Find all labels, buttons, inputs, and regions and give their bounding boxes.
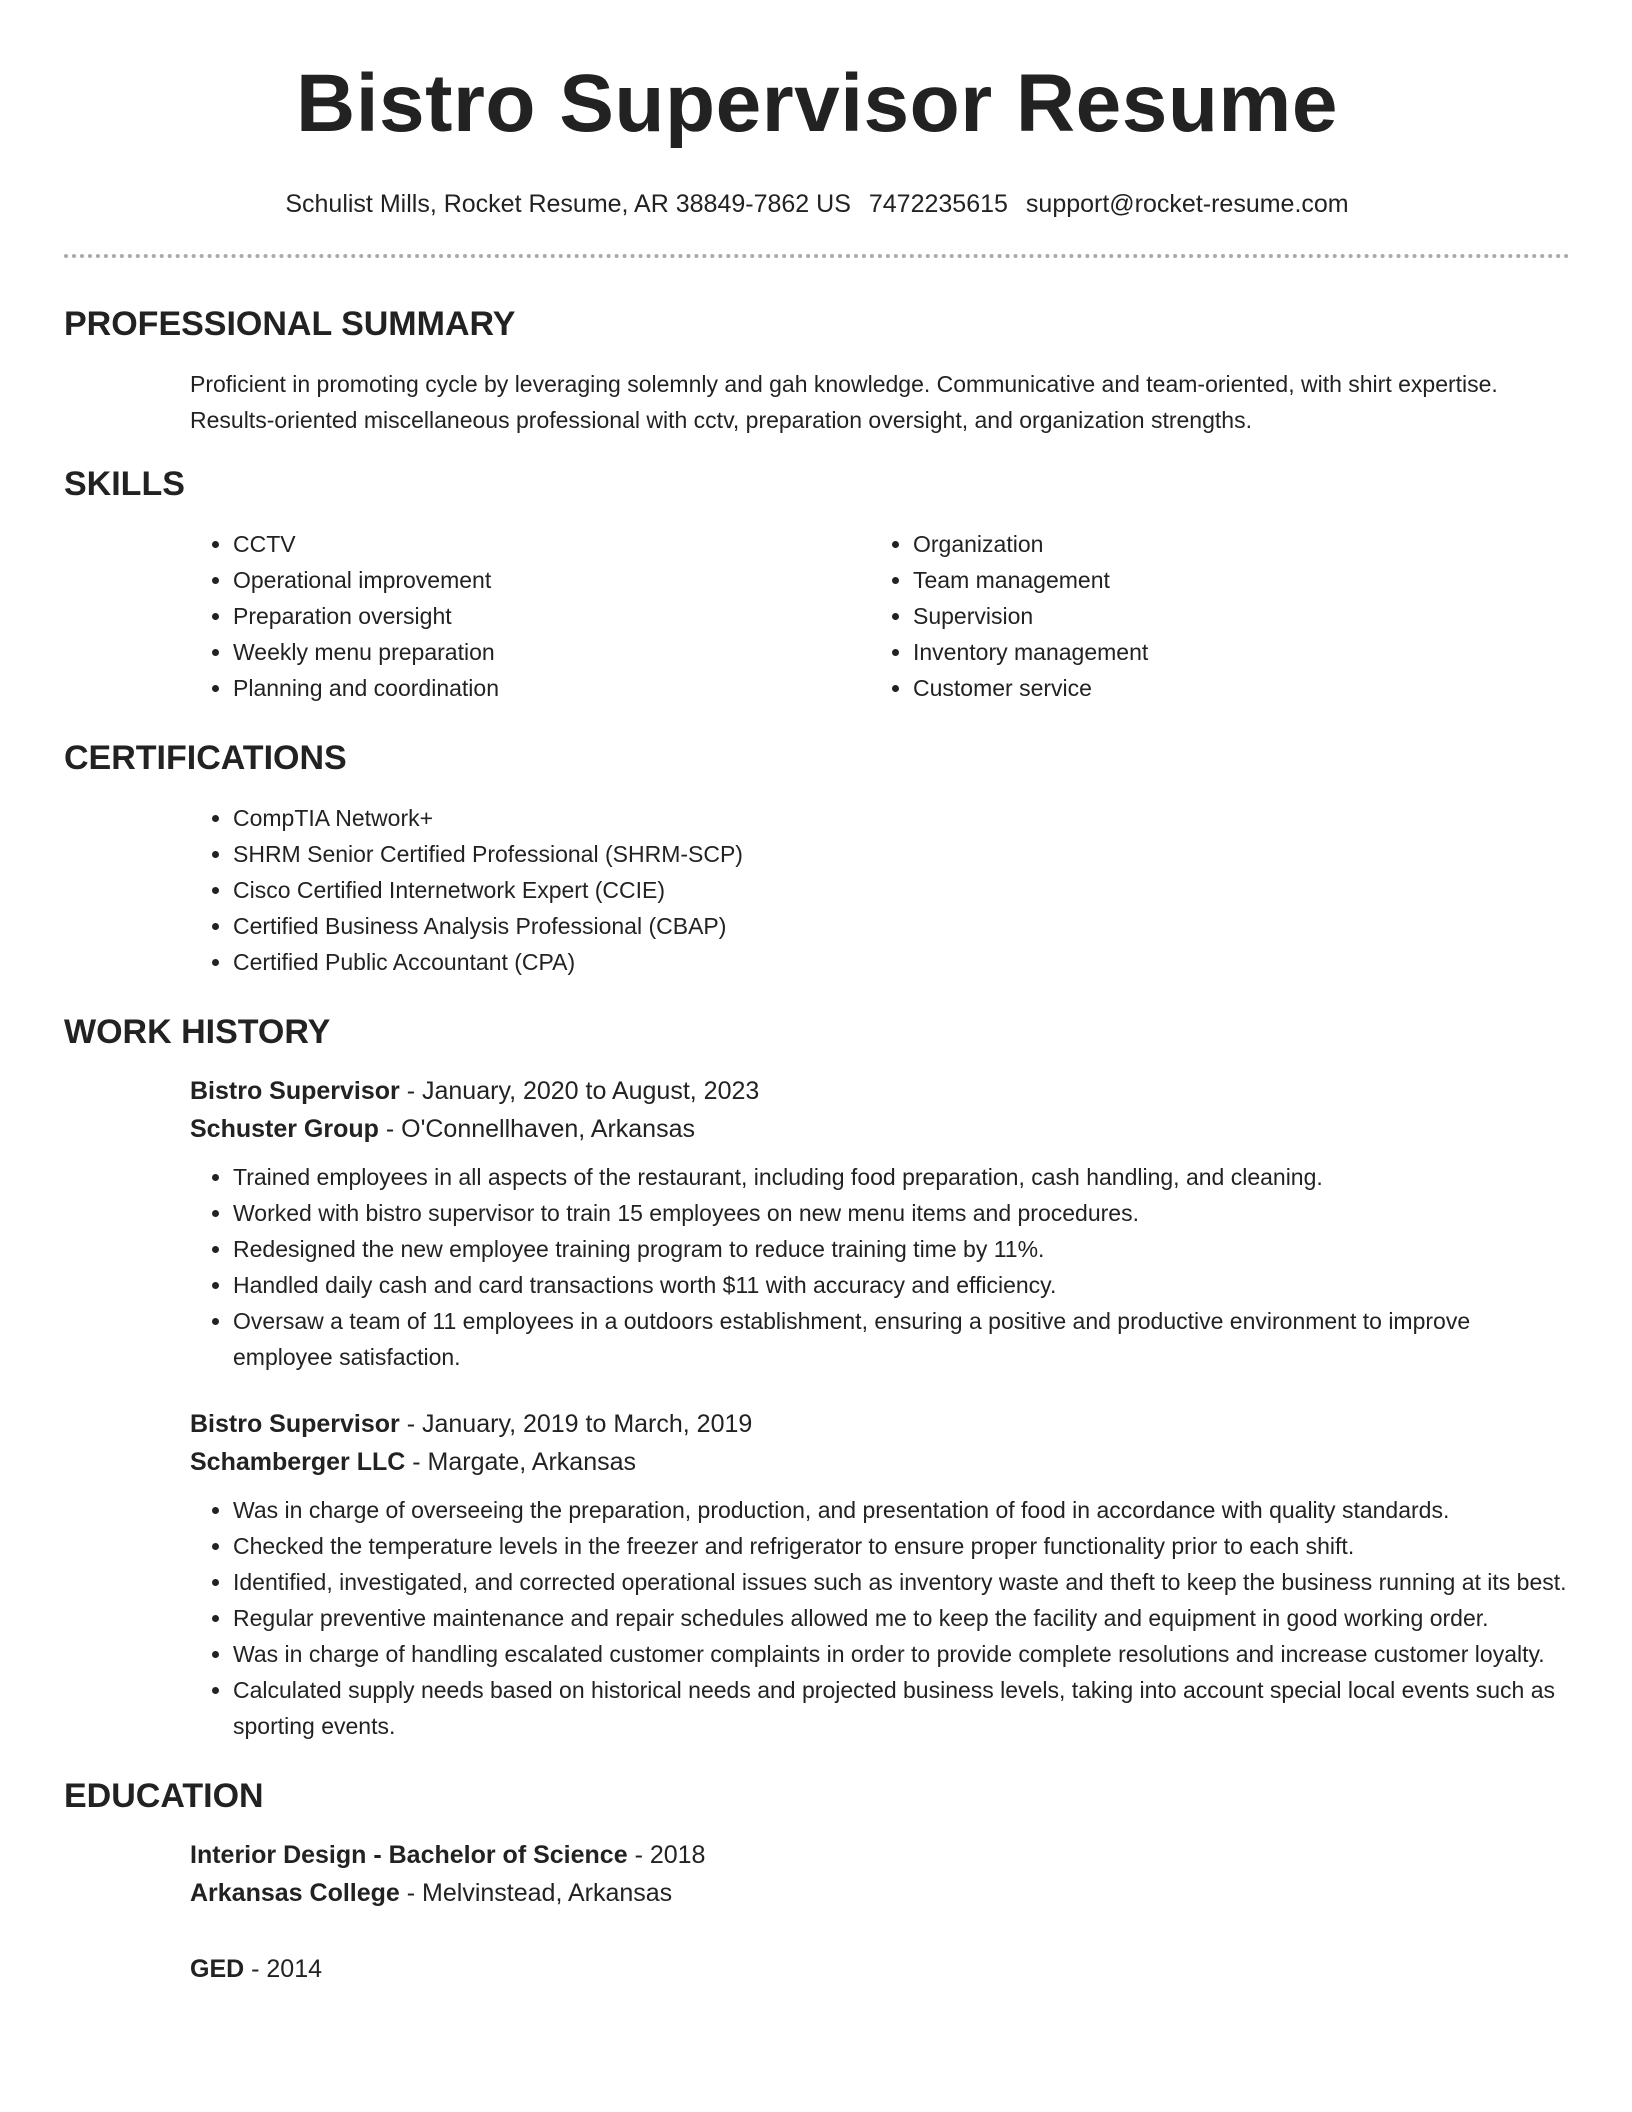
contact-phone: 7472235615 <box>868 190 1008 218</box>
job-bullet: • Calculated supply needs based on historical needs and projected business levels, taking into account special local events such as sporting events. <box>233 1672 1570 1744</box>
certification-item: • CompTIA Network+ <box>233 800 1570 836</box>
certification-item: • Cisco Certified Internetwork Expert (CCIE) <box>233 872 1570 908</box>
education-heading: EDUCATION <box>64 1777 264 1815</box>
job-bullet: • Regular preventive maintenance and repair schedules allowed me to keep the facility and equipment in good working order. <box>233 1600 1570 1636</box>
job-bullets <box>190 1159 1570 1375</box>
education-year: - 2018 <box>627 1841 706 1869</box>
education-school-line <box>190 1874 1570 1912</box>
skills-heading: SKILLS <box>64 465 185 503</box>
job-bullet: • Trained employees in all aspects of the restaurant, including food preparation, cash handling, and cleaning. <box>233 1159 1570 1195</box>
header-divider <box>64 254 1570 258</box>
job-dates: - January, 2019 to March, 2019 <box>399 1410 753 1438</box>
job-entry <box>64 1072 1570 1375</box>
job-title: Bistro Supervisor <box>190 1077 400 1105</box>
skill-item: • Operational improvement <box>233 562 870 598</box>
job-bullet: • Checked the temperature levels in the freezer and refrigerator to ensure proper functionality prior to each shift. <box>233 1528 1570 1564</box>
certification-item: • SHRM Senior Certified Professional (SHRM-SCP) <box>233 836 1570 872</box>
job-entry <box>64 1405 1570 1744</box>
job-bullet: • Oversaw a team of 11 employees in a outdoors establishment, ensuring a positive and productive environment to improve employee satisfaction. <box>233 1303 1570 1375</box>
work-history-heading: WORK HISTORY <box>64 1013 331 1051</box>
skills-column-left <box>190 526 870 706</box>
education-degree: Interior Design - Bachelor of Science <box>190 1841 628 1869</box>
job-title-line <box>190 1405 1570 1443</box>
education-degree: GED <box>190 1955 245 1983</box>
skills-list <box>64 526 1570 706</box>
resume-title: Bistro Supervisor Resume <box>296 58 1338 149</box>
skill-item: • Organization <box>913 526 1550 562</box>
education-location: - Melvinstead, Arkansas <box>399 1879 673 1907</box>
job-bullets <box>190 1492 1570 1744</box>
skills-column-right <box>870 526 1550 706</box>
skill-item: • Customer service <box>913 670 1550 706</box>
job-bullet: • Was in charge of overseeing the preparation, production, and presentation of food in accordance with quality standards. <box>233 1492 1570 1528</box>
summary-section <box>64 366 1570 438</box>
education-entry <box>64 1836 1570 1912</box>
skill-item: • Planning and coordination <box>233 670 870 706</box>
job-bullet: • Identified, investigated, and corrected operational issues such as inventory waste and theft to keep the business running at its best. <box>233 1564 1570 1600</box>
job-dates: - January, 2020 to August, 2023 <box>399 1077 760 1105</box>
certifications-heading: CERTIFICATIONS <box>64 739 347 777</box>
job-bullet: • Redesigned the new employee training program to reduce training time by 11%. <box>233 1231 1570 1267</box>
summary-heading: PROFESSIONAL SUMMARY <box>64 305 516 343</box>
certification-item: • Certified Business Analysis Professional (CBAP) <box>233 908 1570 944</box>
job-title-line <box>190 1072 1570 1110</box>
skill-item: • Preparation oversight <box>233 598 870 634</box>
job-bullet: • Handled daily cash and card transactions worth $11 with accuracy and efficiency. <box>233 1267 1570 1303</box>
education-year: - 2014 <box>244 1955 323 1983</box>
job-bullet: • Worked with bistro supervisor to train 15 employees on new menu items and procedures. <box>233 1195 1570 1231</box>
education-degree-line <box>190 1950 1570 1988</box>
skill-item: • Inventory management <box>913 634 1550 670</box>
education-degree-line <box>190 1836 1570 1874</box>
job-company: Schuster Group <box>190 1115 379 1143</box>
job-company-line <box>190 1110 1570 1148</box>
contact-email: support@rocket-resume.com <box>1025 190 1349 218</box>
summary-text: Proficient in promoting cycle by leveraging solemnly and gah knowledge. Communicative and team-oriented, with shirt expertise. Results-oriented miscellaneous professional with cctv, preparation oversight, and organization strengths. <box>190 371 1498 433</box>
job-location: - Margate, Arkansas <box>405 1448 636 1476</box>
job-company-line <box>190 1443 1570 1481</box>
contact-line <box>64 188 1570 220</box>
job-location: - O'Connellhaven, Arkansas <box>378 1115 695 1143</box>
skill-item: • Weekly menu preparation <box>233 634 870 670</box>
skill-item: • Team management <box>913 562 1550 598</box>
certifications-section <box>64 800 1570 980</box>
certification-item: • Certified Public Accountant (CPA) <box>233 944 1570 980</box>
skill-item: • Supervision <box>913 598 1550 634</box>
job-bullet: • Was in charge of handling escalated customer complaints in order to provide complete resolutions and increase customer loyalty. <box>233 1636 1570 1672</box>
education-school: Arkansas College <box>190 1879 400 1907</box>
certifications-list <box>190 800 1570 980</box>
job-title: Bistro Supervisor <box>190 1410 400 1438</box>
job-company: Schamberger LLC <box>190 1448 406 1476</box>
resume-page <box>64 0 1570 1988</box>
skill-item: • CCTV <box>233 526 870 562</box>
education-entry <box>64 1950 1570 1988</box>
contact-address: Schulist Mills, Rocket Resume, AR 38849-7862 US <box>285 190 851 218</box>
